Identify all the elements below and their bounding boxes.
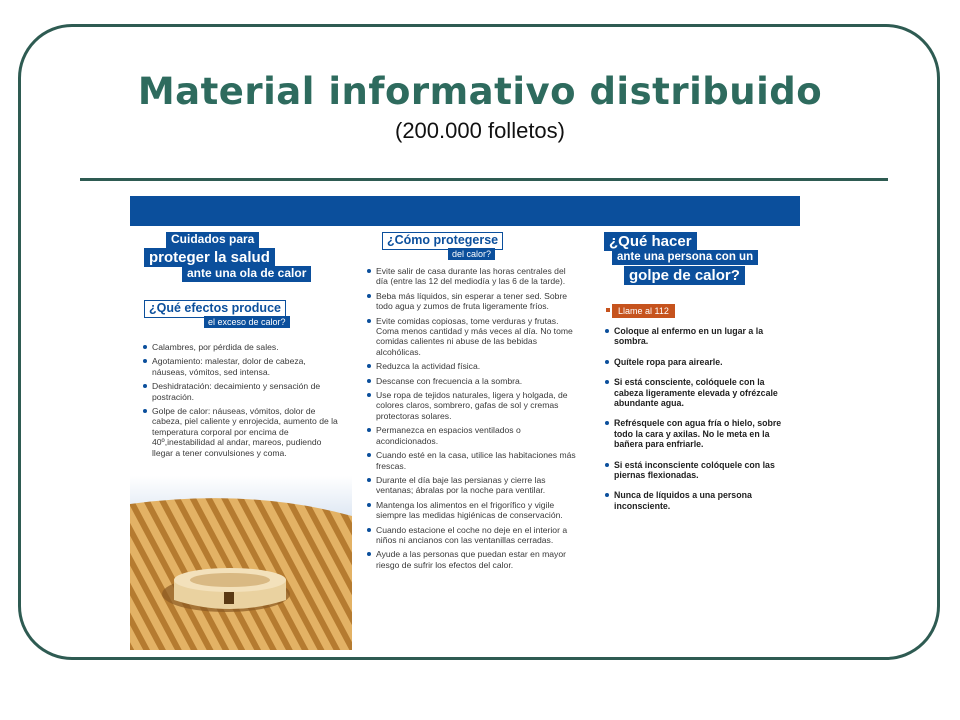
header-ola-calor: ante una ola de calor bbox=[182, 266, 311, 282]
list-item: Nunca de líquidos a una persona inconsciente. bbox=[604, 490, 790, 511]
list-item: Si está consciente, colóquele con la cabeza ligeramente elevada y ofrézcale abundante agua. bbox=[604, 377, 790, 408]
list-item: Cuando esté en la casa, utilice las habitaciones más frescas. bbox=[366, 450, 576, 471]
list-item: Quítele ropa para airearle. bbox=[604, 357, 790, 367]
brochure-column-protection bbox=[358, 226, 580, 650]
list-item: Golpe de calor: náuseas, vómitos, dolor de cabeza, piel caliente y enrojecida, aumento de la temperatura corporal por encima de 40º,inestabilidad al andar, mareos, pudiendo llegar a tener convulsiones y coma. bbox=[142, 406, 338, 458]
list-item: Permanezca en espacios ventilados o acondicionados. bbox=[366, 425, 576, 446]
list-item: Deshidratación: decaimiento y sensación de postración. bbox=[142, 381, 338, 402]
list-item: Si está inconsciente colóquele con las piernas flexionadas. bbox=[604, 460, 790, 481]
list-item: Evite comidas copiosas, tome verduras y frutas. Coma menos cantidad y más veces al día. No tome comidas calientes ni abuse de las bebidas alcohólicas. bbox=[366, 316, 576, 358]
section-efectos-sub: el exceso de calor? bbox=[204, 316, 290, 328]
list-item: Calambres, por pérdida de sales. bbox=[142, 342, 338, 352]
slide-title: Material informativo distribuido bbox=[137, 70, 823, 113]
effects-list bbox=[142, 342, 338, 462]
emergency-call-badge: Llame al 112 bbox=[612, 304, 675, 318]
list-item: Cuando estacione el coche no deje en el interior a niños ni ancianos con las ventanillas cerradas. bbox=[366, 525, 576, 546]
list-item: Mantenga los alimentos en el frigorífico y vigile siempre las medidas higiénicas de conservación. bbox=[366, 500, 576, 521]
header-proteger: proteger la salud bbox=[144, 248, 275, 267]
list-item: Descanse con frecuencia a la sombra. bbox=[366, 376, 576, 386]
brochure-top-bar bbox=[130, 196, 800, 226]
section-proteger-sub: del calor? bbox=[448, 248, 495, 260]
header-que-hacer: ¿Qué hacer bbox=[604, 232, 697, 251]
header-cuidados: Cuidados para bbox=[166, 232, 259, 248]
brochure-image bbox=[130, 196, 800, 650]
list-item: Refrésquele con agua fría o hielo, sobre todo la cara y axilas. No le meta en la bañera para enfriarle. bbox=[604, 418, 790, 449]
list-item: Evite salir de casa durante las horas centrales del día (entre las 12 del mediodía y las 6 de la tarde). bbox=[366, 266, 576, 287]
list-item: Durante el día baje las persianas y cierre las ventanas; ábralas por la noche para ventilar. bbox=[366, 475, 576, 496]
title-divider bbox=[80, 178, 888, 181]
slide-subtitle: (200.000 folletos) bbox=[395, 118, 565, 143]
list-item: Ayude a las personas que puedan estar en mayor riesgo de sufrir los efectos del calor. bbox=[366, 549, 576, 570]
brochure-column-effects bbox=[130, 226, 352, 650]
wheat-field-illustration bbox=[130, 476, 352, 650]
first-aid-list bbox=[604, 326, 790, 521]
list-item: Coloque al enfermo en un lugar a la sombra. bbox=[604, 326, 790, 347]
section-efectos-title: ¿Qué efectos produce bbox=[144, 300, 286, 318]
list-item: Use ropa de tejidos naturales, ligera y holgada, de colores claros, sombrero, gafas de sol y cremas protectoras solares. bbox=[366, 390, 576, 421]
list-item: Agotamiento: malestar, dolor de cabeza, náuseas, vómitos, sed intensa. bbox=[142, 356, 338, 377]
list-item: Reduzca la actividad física. bbox=[366, 361, 576, 371]
header-ante-persona: ante una persona con un bbox=[612, 250, 758, 265]
header-golpe-calor: golpe de calor? bbox=[624, 266, 745, 285]
list-item: Beba más líquidos, sin esperar a tener sed. Sobre todo agua y zumos de fruta ligeramente fríos. bbox=[366, 291, 576, 312]
protection-list bbox=[366, 266, 576, 574]
brochure-column-first-aid bbox=[590, 226, 796, 650]
section-proteger-title: ¿Cómo protegerse bbox=[382, 232, 503, 250]
call-bullet bbox=[606, 308, 610, 312]
